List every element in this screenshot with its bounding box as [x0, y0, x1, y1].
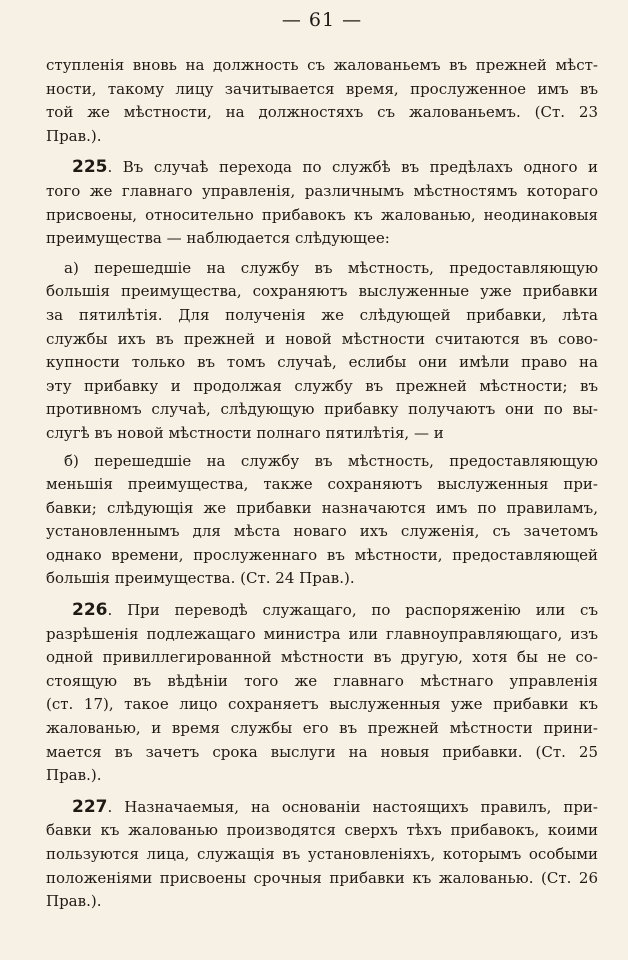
text-line: бавки; слѣдующія же прибавки назначаются имъ по правиламъ, [46, 498, 598, 517]
text-line: установленнымъ для мѣста новаго ихъ служенія, съ зачетомъ [46, 522, 598, 541]
text-line: б) перешедшіе на службу въ мѣстность, предоставляющую [64, 451, 598, 470]
text-line: мается въ зачетъ срока выслуги на новыя прибавки. (Ст. 25 [46, 742, 598, 761]
text-line: бавки къ жалованью производятся сверхъ тѣхъ прибавокъ, коими [46, 821, 598, 840]
article-226 [46, 599, 598, 788]
article-number: 226 [72, 600, 108, 621]
page-number: — 61 — [281, 9, 363, 31]
text-line: службы ихъ въ прежней и новой мѣстности считаются въ сово- [46, 329, 598, 348]
text-line: положеніями присвоены срочныя прибавки къ жалованью. (Ст. 26 [46, 868, 598, 887]
article-number: 225 [72, 157, 108, 178]
text-line: противномъ случаѣ, слѣдующую прибавку получаютъ они по вы- [46, 400, 598, 419]
text-line: эту прибавку и продолжая службу въ прежней мѣстности; въ [46, 376, 598, 395]
text-line: (ст. 17), такое лицо сохраняетъ выслуженныя уже прибавки къ [46, 695, 598, 714]
clause-b [46, 450, 598, 592]
text-span: . Въ случаѣ перехода по службѣ въ предѣлахъ одного и [107, 158, 598, 177]
text-line: меньшія преимущества, также сохраняютъ выслуженныя при- [46, 475, 598, 494]
text-line [46, 156, 598, 180]
text-line: разрѣшенія подлежащаго министра или главноуправляющаго, изъ [46, 624, 598, 643]
text-line: однако времени, прослуженнаго въ мѣстности, предоставляющей [46, 545, 598, 564]
text-span: . Назначаемыя, на основаніи настоящихъ правилъ, при- [107, 797, 598, 816]
article-number: 227 [72, 796, 108, 817]
continued-paragraph [46, 54, 598, 148]
text-line: жалованью, и время службы его въ прежней мѣстности прини- [46, 719, 598, 738]
text-line: большія преимущества. (Ст. 24 Прав.). [46, 569, 355, 588]
text-line: одной привиллегированной мѣстности въ другую, хотя бы не со- [46, 648, 598, 667]
text-line: стоящую въ вѣдѣніи того же главнаго мѣстнаго управленія [46, 671, 598, 690]
text-span: . При переводѣ служащаго, по распоряженію или съ [107, 601, 598, 620]
text-line: большія преимущества, сохраняютъ выслуженные уже прибавки [46, 282, 598, 301]
text-line: за пятилѣтія. Для полученія же слѣдующей прибавки, лѣта [46, 305, 598, 324]
text-line: той же мѣстности, на должностяхъ съ жалованьемъ. (Ст. 23 [46, 103, 598, 122]
text-line: а) перешедшіе на службу въ мѣстность, предоставляющую [64, 258, 598, 277]
clause-a [46, 257, 598, 446]
text-line: того же главнаго управленія, различнымъ мѣстностямъ котораго [46, 181, 598, 200]
text-line: ности, такому лицу зачитывается время, прослуженное имъ въ [46, 79, 598, 98]
text-line: Прав.). [46, 892, 102, 911]
text-line: пользуются лица, служащія въ установленіяхъ, которымъ особыми [46, 845, 598, 863]
text-line: преимущества — наблюдается слѣдующее: [46, 229, 390, 248]
text-line [46, 599, 598, 623]
text-line: присвоены, относительно прибавокъ къ жалованью, неодинаковыя [46, 205, 598, 224]
text-line: купности только въ томъ случаѣ, еслибы они имѣли право на [46, 353, 598, 372]
text-line: Прав.). [46, 126, 102, 145]
text-line: слугѣ въ новой мѣстности полнаго пятилѣтія, — и [46, 423, 444, 442]
article-225 [46, 156, 598, 250]
article-227 [46, 796, 598, 914]
text-line: Прав.). [46, 766, 102, 785]
text-line [46, 796, 598, 820]
text-line: ступленія вновь на должность съ жалованьемъ въ прежней мѣст- [46, 56, 598, 74]
